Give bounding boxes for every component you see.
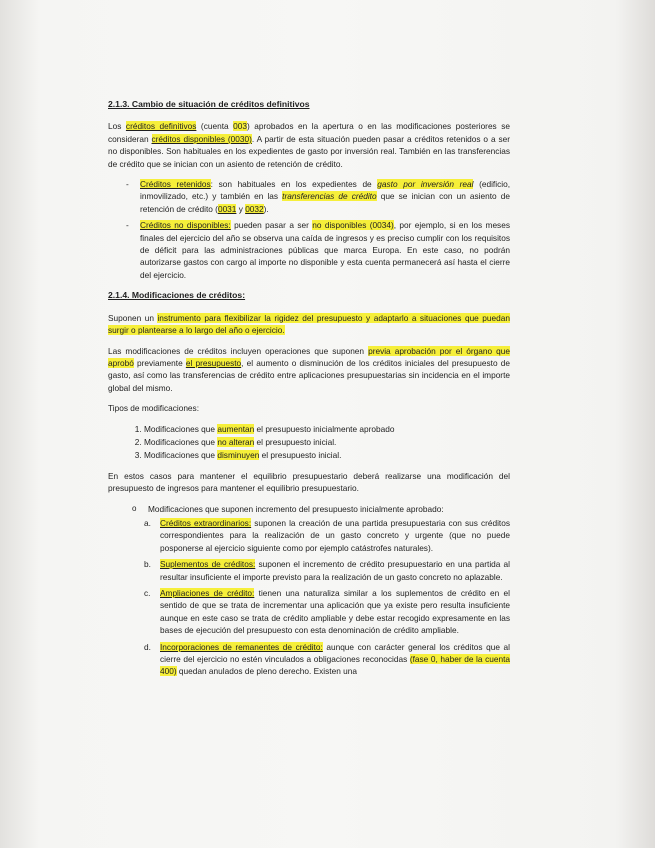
bullet-list: [108, 178, 510, 281]
highlight: 003: [233, 121, 247, 132]
sub-list-item: c. Ampliaciones de crédito: tienen una naturaliza similar a los suplementos de crédito en el sentido de que se trata de incrementar una aplicación que ya existe pero resulta insuficiente aunque en este caso se trata de crédito ampliable y debe estar recogido expresamente en las bases de ejecución del presupuesto con esta denominación de crédito ampliable.: [144, 588, 510, 636]
highlight: el presupuesto: [185, 357, 242, 368]
list-item: 3. Modificaciones que disminuyen el presupuesto inicial.: [144, 449, 510, 461]
list-item: 1. Modificaciones que aumentan el presupuesto inicialmente aprobado: [144, 423, 510, 435]
numbered-list: [108, 423, 510, 462]
sub-list-item: b. Suplementos de créditos: suponen el incremento de crédito presupuestario en una partida al resultar insuficiente el importe previsto para la realización de un gasto concreto no aplazable.: [144, 559, 510, 582]
dash-bullet-icon: -: [126, 220, 129, 231]
list-item: - Créditos retenidos: son habituales en los expedientes de gasto por inversión real (edificio, inmovilizado, etc.) y también en las transferencias de crédito que se inician con un asiento de retención de crédito (0031 y 0032).: [126, 179, 510, 214]
tipos-label: Tipos de modificaciones:: [108, 403, 200, 414]
document-content: [108, 98, 510, 682]
paragraph-modificaciones: Las modificaciones de créditos incluyen operaciones que suponen previa aprobación por el órgano que aprobó previamente el presupuesto, el aumento o disminución de los créditos iniciales del presupuesto de gasto, así como las transferencias de crédito entre aplicaciones presupuestarias sin incidencia en el importe global del mismo.: [108, 345, 510, 393]
section-heading-2-1-3: 2.1.3. Cambio de situación de créditos definitivos: [108, 99, 310, 109]
list-item: - Créditos no disponibles: pueden pasar a ser no disponibles (0034), por ejemplo, si en los meses finales del ejercicio del año se observa una caída de ingresos y es preciso cumplir con los requisitos de déficit para las administraciones públicas que marca Europa. En este caso, no podrán autorizarse gastos con cargo al importe no disponible y esta cuenta permanecerá así hasta el cierre del ejercicio.: [126, 220, 510, 280]
section-heading-2-1-4: 2.1.4. Modificaciones de créditos:: [108, 290, 246, 301]
highlight: créditos definitivos: [125, 121, 197, 132]
circle-list-item: o Modificaciones que suponen incremento del presupuesto inicialmente aprobado:: [132, 503, 444, 514]
paragraph-equilibrio: En estos casos para mantener el equilibrio presupuestario deberá realizarse una modificación del presupuesto de ingresos para mantener el equilibrio presupuestario.: [108, 470, 510, 494]
highlight: previa aprobación por el órgano que aprobó: [108, 345, 510, 368]
sub-list-item: d. Incorporaciones de remanentes de crédito: aunque con carácter general los créditos que al cierre del ejercicio no estén vinculados a obligaciones reconocidas (fase 0, haber de la cuenta 400) quedan anulados de pleno derecho. Existen una: [144, 641, 510, 677]
circle-bullet-icon: o: [132, 503, 137, 513]
sub-list-item: a. Créditos extraordinarios: suponen la creación de una partida presupuestaria con sus créditos correspondientes para la realización de un gasto concreto y urgente (que no puede posponerse al ejercicio siguiente como por ejemplo catástrofes naturales).: [144, 517, 510, 553]
highlight: instrumento para flexibilizar la rigidez del presupuesto y adaptarlo a situaciones que puedan surgir o plantearse a lo largo del año o ejercicio.: [108, 312, 510, 336]
paragraph-creditos-definitivos: Los créditos definitivos (cuenta 003) aprobados en la apertura o en las modificaciones posteriores se consideran créditos disponibles (0030). A partir de esta situación pueden pasar a créditos retenidos o a ser no disponibles. Son habituales en los expedientes de gasto por inversión real. También en las transferencias de crédito que se inician con un asiento de retención de crédito.: [108, 121, 511, 169]
paragraph-instrumento: Suponen un instrumento para flexibilizar la rigidez del presupuesto y adaptarlo a situaciones que puedan surgir o plantearse a lo largo del año o ejercicio.: [108, 312, 510, 336]
highlight: créditos disponibles (0030): [151, 133, 252, 144]
dash-bullet-icon: -: [126, 179, 129, 190]
list-item: 2. Modificaciones que no alteran el presupuesto inicial.: [144, 436, 510, 448]
